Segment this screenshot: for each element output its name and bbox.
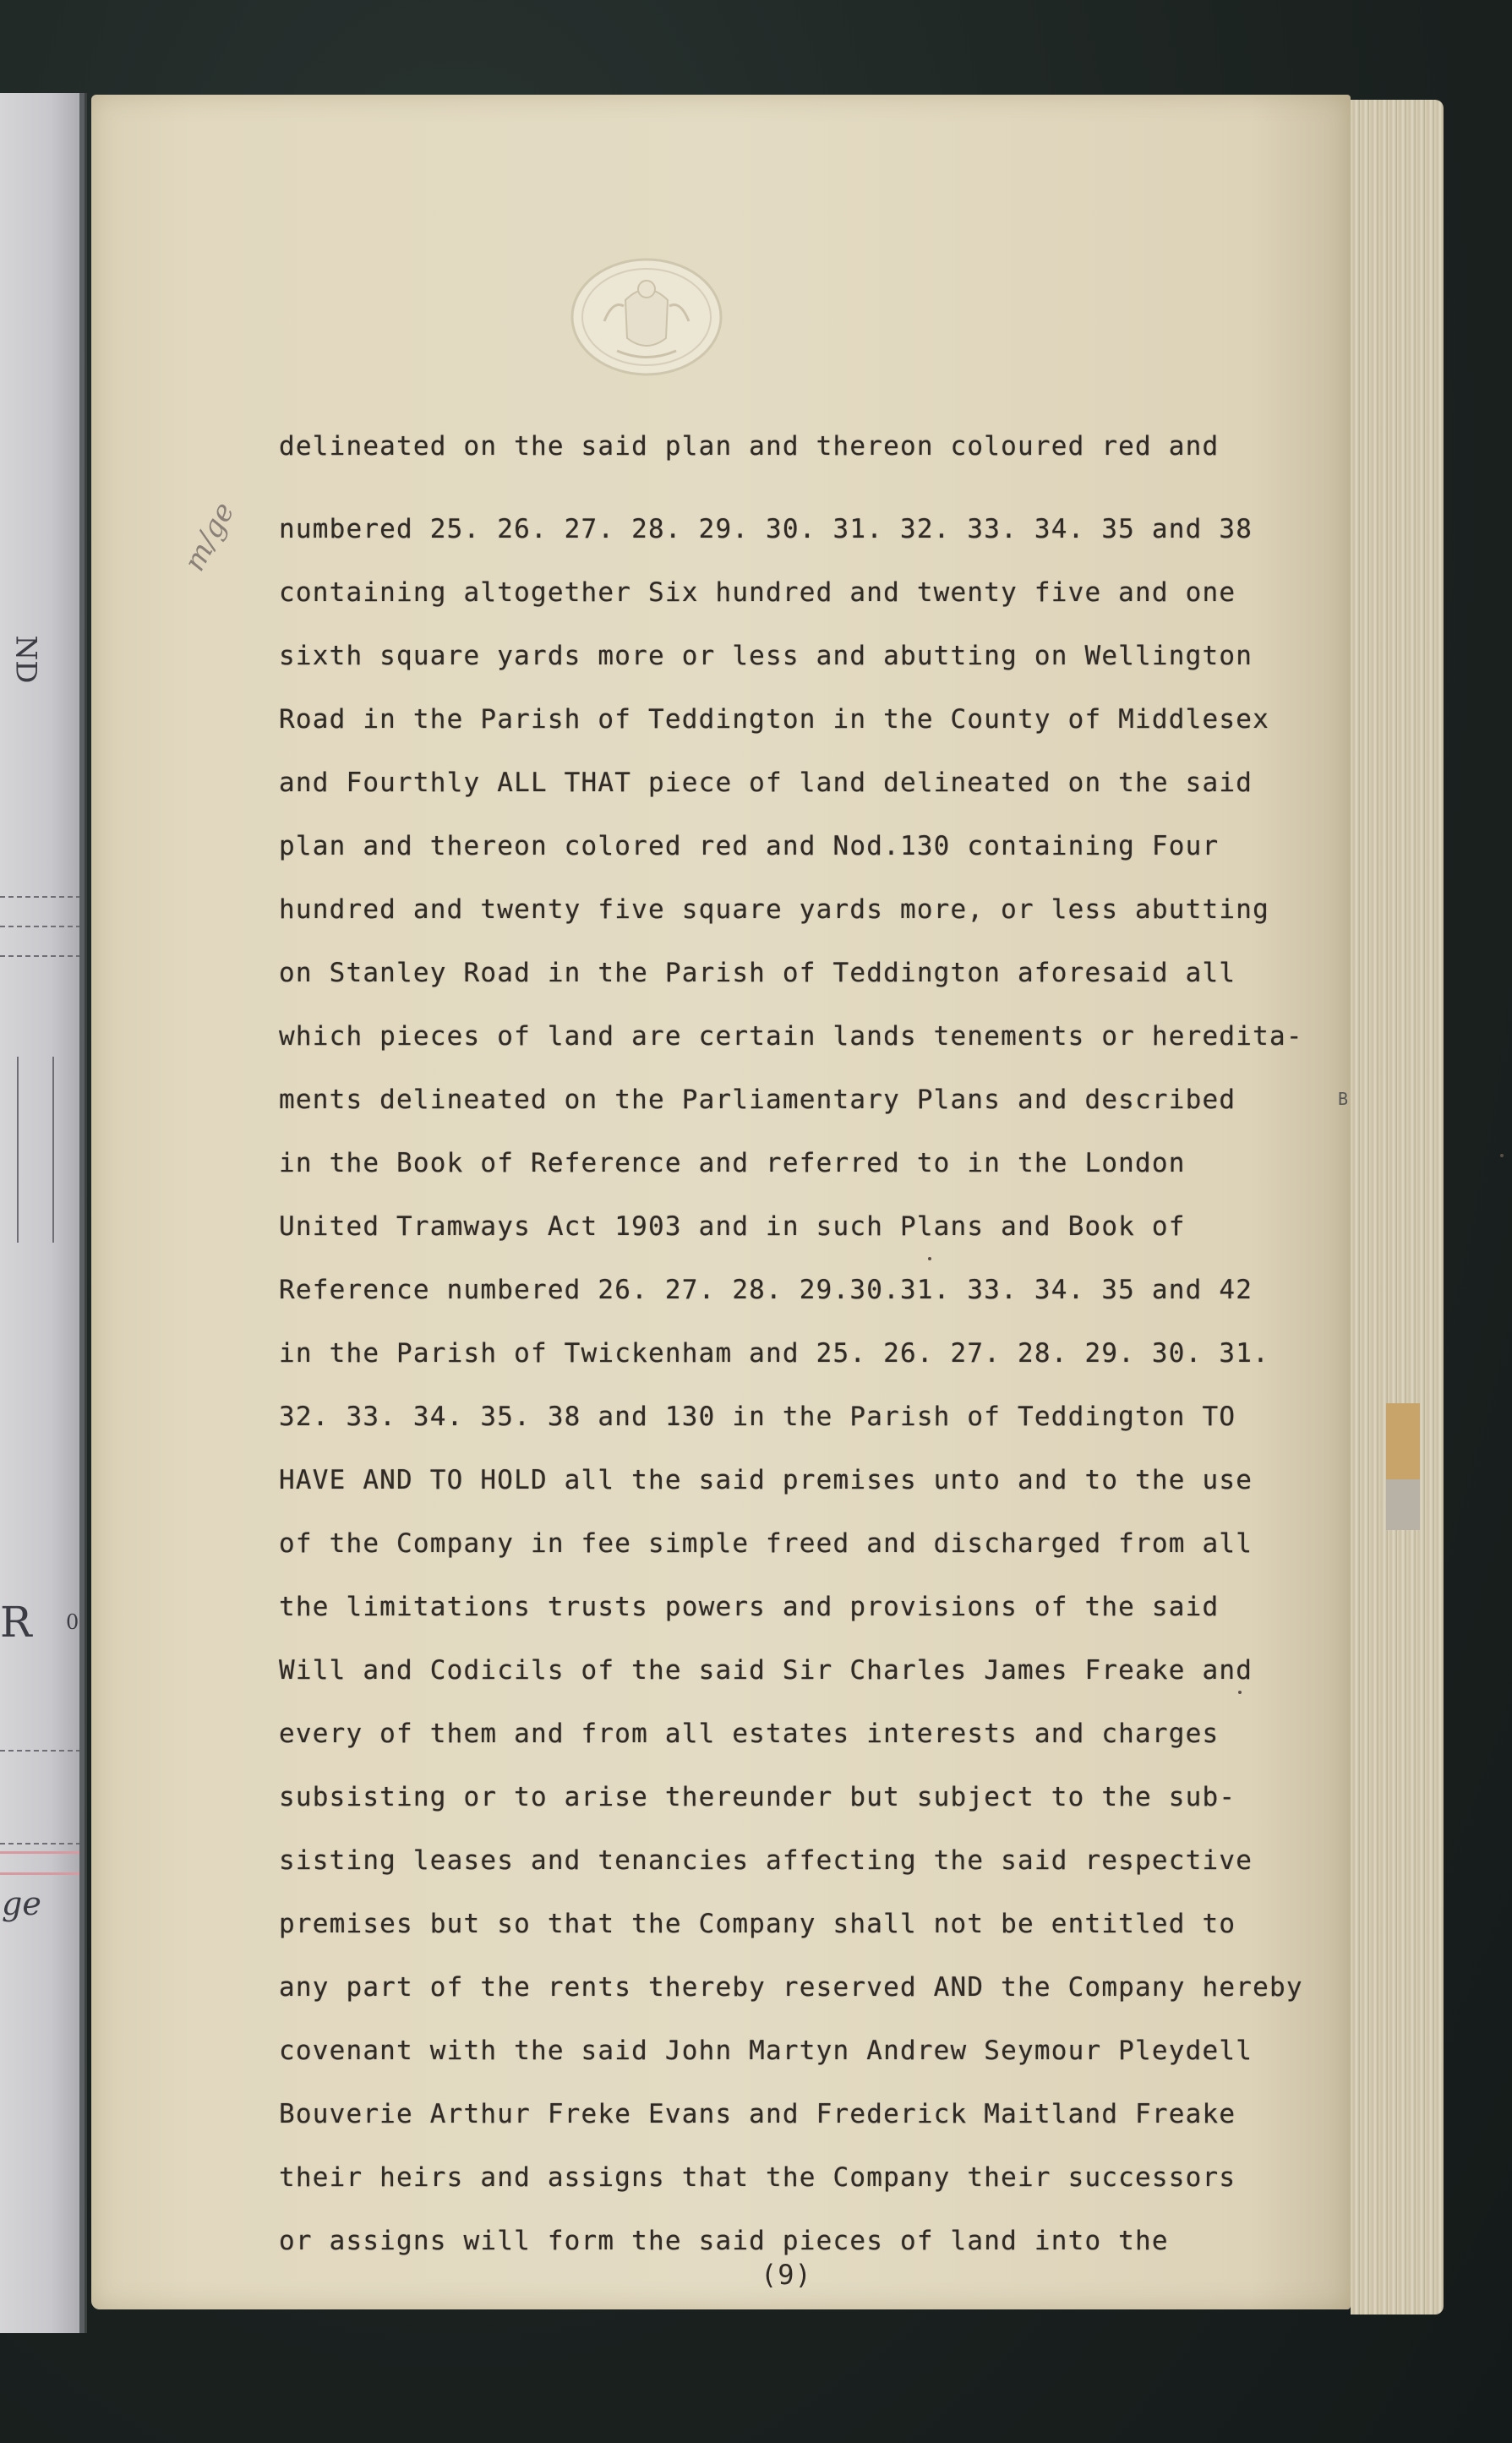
text-line: subsisting or to arise thereunder but subject to the sub- xyxy=(279,1782,1236,1812)
text-line: of the Company in fee simple freed and discharged from all xyxy=(279,1528,1253,1559)
text-line: or assigns will form the said pieces of land into the xyxy=(279,2226,1169,2256)
plan-dashed-line xyxy=(0,896,81,898)
plan-label-fragment: ge xyxy=(2,1885,41,1922)
plan-red-line xyxy=(0,1872,81,1875)
plan-red-line xyxy=(0,1851,81,1854)
text-line: containing altogether Six hundred and twenty five and one xyxy=(279,577,1236,608)
page-edge-stain xyxy=(1386,1479,1420,1530)
text-line: Road in the Parish of Teddington in the County of Middlesex xyxy=(279,704,1269,735)
text-line: in the Parish of Twickenham and 25. 26. 27. 28. 29. 30. 31. xyxy=(279,1338,1269,1369)
speck xyxy=(1238,1691,1242,1694)
plan-vertical-line xyxy=(52,1057,54,1243)
text-line: plan and thereon colored red and Nod.130 containing Four xyxy=(279,831,1220,861)
speck xyxy=(1500,1154,1504,1157)
plan-dashed-line xyxy=(0,926,81,927)
text-line: premises but so that the Company shall not be entitled to xyxy=(279,1909,1236,1939)
text-line: in the Book of Reference and referred to in the London xyxy=(279,1148,1186,1178)
text-line: 32. 33. 34. 35. 38 and 130 in the Parish of Teddington TO xyxy=(279,1402,1236,1432)
embossed-crest-seal-icon xyxy=(566,254,727,380)
page-number: (9) xyxy=(761,2259,812,2291)
text-line: delineated on the said plan and thereon coloured red and xyxy=(279,431,1220,462)
plan-label-fragment: R xyxy=(0,1598,32,1647)
text-line: sisting leases and tenancies affecting the said respective xyxy=(279,1845,1253,1876)
text-line: which pieces of land are certain lands tenements or heredita- xyxy=(279,1021,1303,1052)
plan-dashed-line xyxy=(0,1750,81,1752)
plan-label-fragment: ND xyxy=(8,635,43,684)
text-line: hundred and twenty five square yards more, or less abutting xyxy=(279,894,1269,925)
text-line: Bouverie Arthur Freke Evans and Frederick Maitland Freake xyxy=(279,2099,1236,2129)
text-line: any part of the rents thereby reserved AND the Company hereby xyxy=(279,1972,1303,2003)
text-line: ments delineated on the Parliamentary Plans and described xyxy=(279,1085,1236,1115)
text-line: and Fourthly ALL THAT piece of land delineated on the said xyxy=(279,768,1253,798)
page-edges xyxy=(1351,100,1444,2315)
plan-dashed-line xyxy=(0,955,81,957)
plan-label-fragment: 0 xyxy=(66,1610,79,1634)
edge-mark: B xyxy=(1338,1089,1349,1109)
text-line: United Tramways Act 1903 and in such Plans and Book of xyxy=(279,1211,1186,1242)
text-line: sixth square yards more or less and abutting on Wellington xyxy=(279,641,1253,671)
text-line: the limitations trusts powers and provisions of the said xyxy=(279,1592,1220,1622)
left-facing-page xyxy=(0,93,87,2333)
text-line: numbered 25. 26. 27. 28. 29. 30. 31. 32. 33. 34. 35 and 38 xyxy=(279,514,1253,544)
text-line: covenant with the said John Martyn Andrew Seymour Pleydell xyxy=(279,2036,1253,2066)
left-page-edge xyxy=(79,93,85,2333)
plan-vertical-line xyxy=(17,1057,19,1243)
text-line: Will and Codicils of the said Sir Charles James Freake and xyxy=(279,1655,1253,1686)
page-edge-stain xyxy=(1386,1403,1420,1479)
marginal-pencil-note: m/ge xyxy=(177,496,242,577)
text-line: every of them and from all estates interests and charges xyxy=(279,1719,1220,1749)
text-line: their heirs and assigns that the Company their successors xyxy=(279,2162,1236,2193)
speck xyxy=(928,1257,931,1260)
text-line: on Stanley Road in the Parish of Teddington aforesaid all xyxy=(279,958,1236,988)
text-line: HAVE AND TO HOLD all the said premises unto and to the use xyxy=(279,1465,1253,1495)
text-line: Reference numbered 26. 27. 28. 29.30.31. 33. 34. 35 and 42 xyxy=(279,1275,1253,1305)
plan-dashed-line xyxy=(0,1843,81,1845)
